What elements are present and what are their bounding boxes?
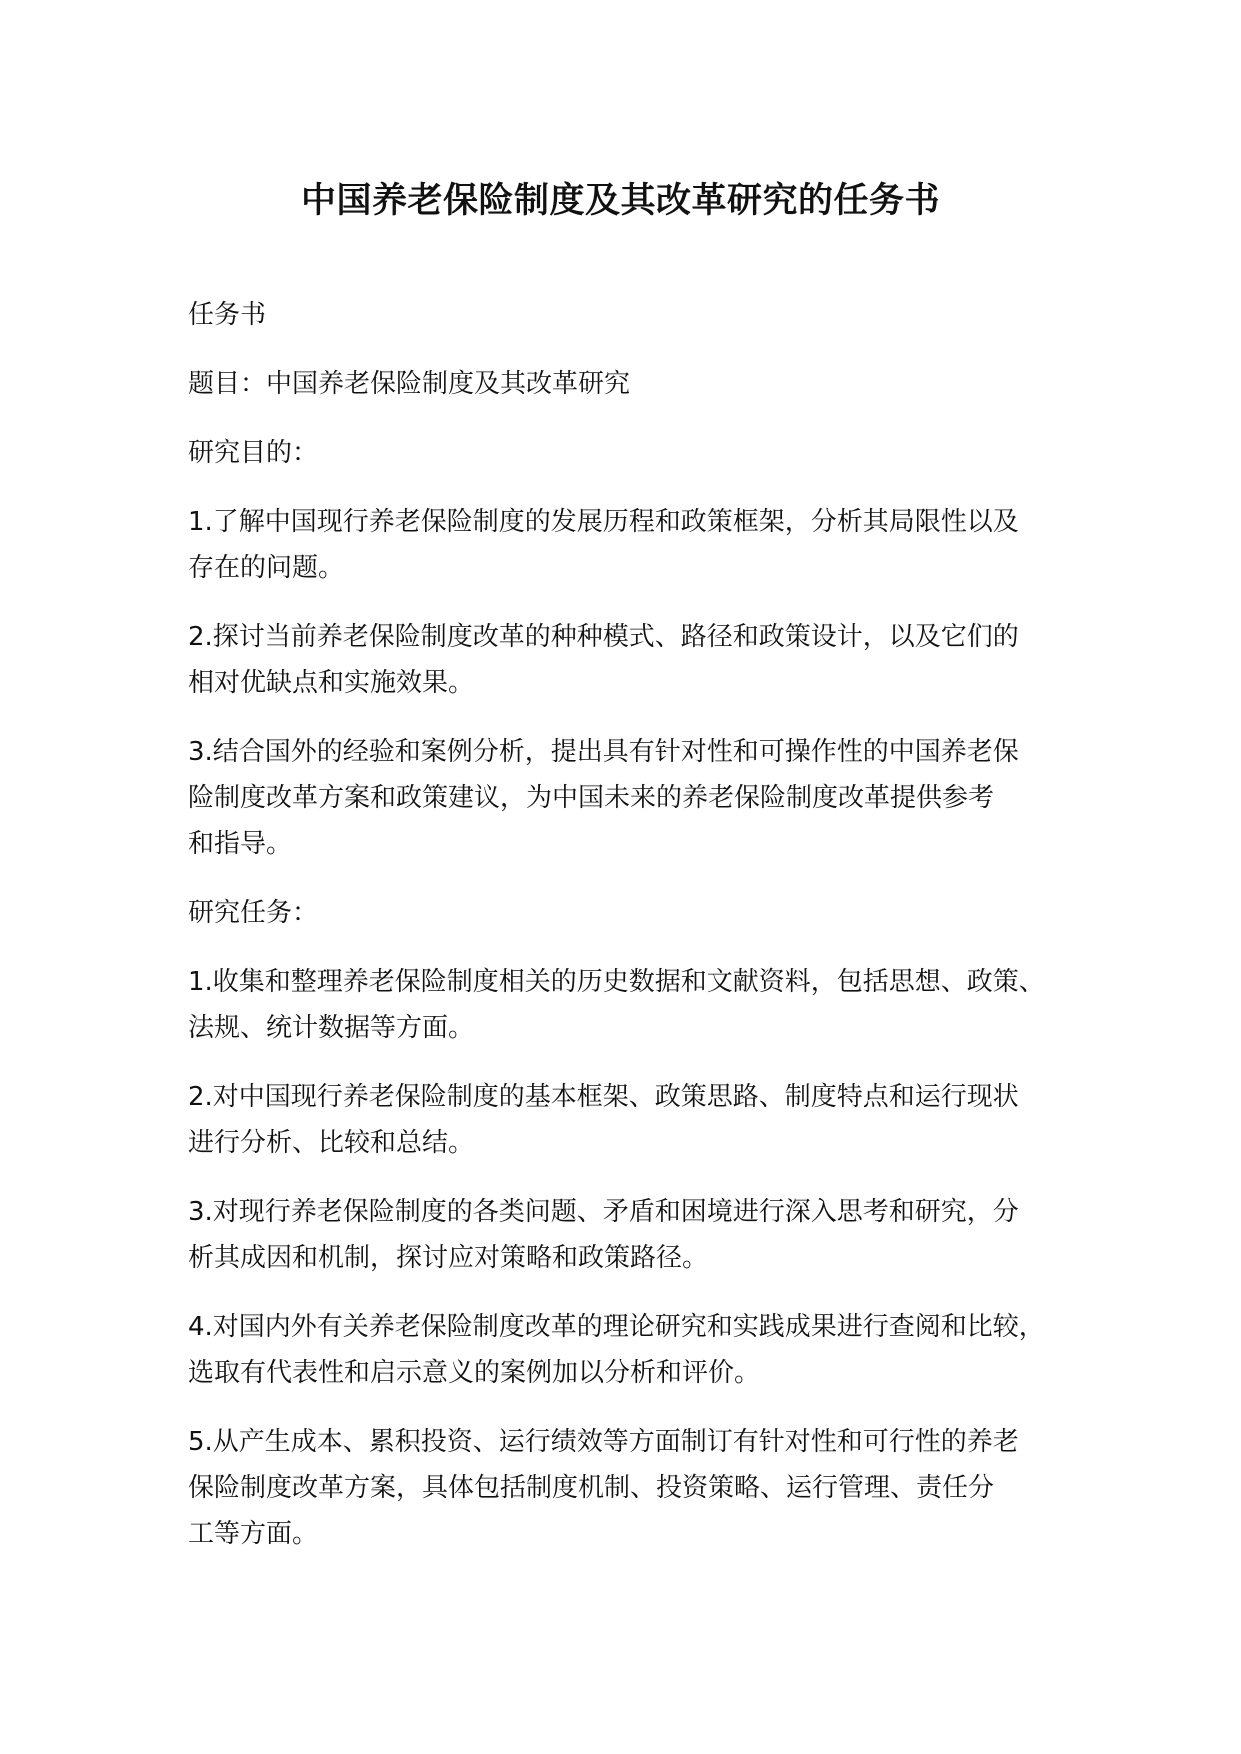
paragraph-line: 选取有代表性和启示意义的案例加以分析和评价。 [188, 1358, 761, 1388]
paragraph-line: 4.对国内外有关养老保险制度改革的理论研究和实践成果进行查阅和比较， [188, 1312, 1045, 1342]
paragraph-line: 研究目的： [188, 438, 319, 468]
paragraph-line: 和指导。 [188, 829, 293, 859]
paragraph-line: 2.对中国现行养老保险制度的基本框架、政策思路、制度特点和运行现状 [188, 1082, 1019, 1112]
paragraph-line: 任务书 [188, 300, 267, 330]
paragraph-line: 保险制度改革方案，具体包括制度机制、投资策略、运行管理、责任分 [188, 1473, 995, 1503]
paragraph-line: 研究任务： [188, 898, 319, 928]
document-body [188, 292, 1068, 1580]
paragraph-line: 题目：中国养老保险制度及其改革研究 [188, 369, 631, 399]
paragraph-task-3 [188, 1189, 1068, 1281]
paragraph-task-5 [188, 1419, 1068, 1557]
paragraph-task-1 [188, 959, 1068, 1051]
paragraph-line: 相对优缺点和实施效果。 [188, 668, 475, 698]
document-title: 中国养老保险制度及其改革研究的任务书 [300, 181, 940, 221]
paragraph-line: 1.收集和整理养老保险制度相关的历史数据和文献资料，包括思想、政策、 [188, 967, 1045, 997]
paragraph-line: 析其成因和机制，探讨应对策略和政策路径。 [188, 1243, 709, 1273]
paragraph-line: 进行分析、比较和总结。 [188, 1128, 475, 1158]
paragraph-purpose-1 [188, 499, 1068, 591]
paragraph-line: 法规、统计数据等方面。 [188, 1013, 475, 1043]
paragraph-heading-research-tasks [188, 890, 1068, 936]
paragraph-line: 存在的问题。 [188, 553, 345, 583]
paragraph-heading-research-purpose [188, 430, 1068, 476]
paragraph-task-4 [188, 1304, 1068, 1396]
paragraph-line: 工等方面。 [188, 1519, 319, 1549]
paragraph-line: 险制度改革方案和政策建议，为中国未来的养老保险制度改革提供参考 [188, 783, 995, 813]
paragraph-topic [188, 361, 1068, 407]
paragraph-line: 3.对现行养老保险制度的各类问题、矛盾和困境进行深入思考和研究，分 [188, 1197, 1019, 1227]
paragraph-line: 1.了解中国现行养老保险制度的发展历程和政策框架，分析其局限性以及 [188, 507, 1019, 537]
paragraph-purpose-2 [188, 614, 1068, 706]
paragraph-heading-renwushu [188, 292, 1068, 338]
paragraph-line: 3.结合国外的经验和案例分析，提出具有针对性和可操作性的中国养老保 [188, 737, 1019, 767]
paragraph-purpose-3 [188, 729, 1068, 867]
paragraph-line: 5.从产生成本、累积投资、运行绩效等方面制订有针对性和可行性的养老 [188, 1427, 1019, 1457]
paragraph-task-2 [188, 1074, 1068, 1166]
paragraph-line: 2.探讨当前养老保险制度改革的种种模式、路径和政策设计，以及它们的 [188, 622, 1019, 652]
